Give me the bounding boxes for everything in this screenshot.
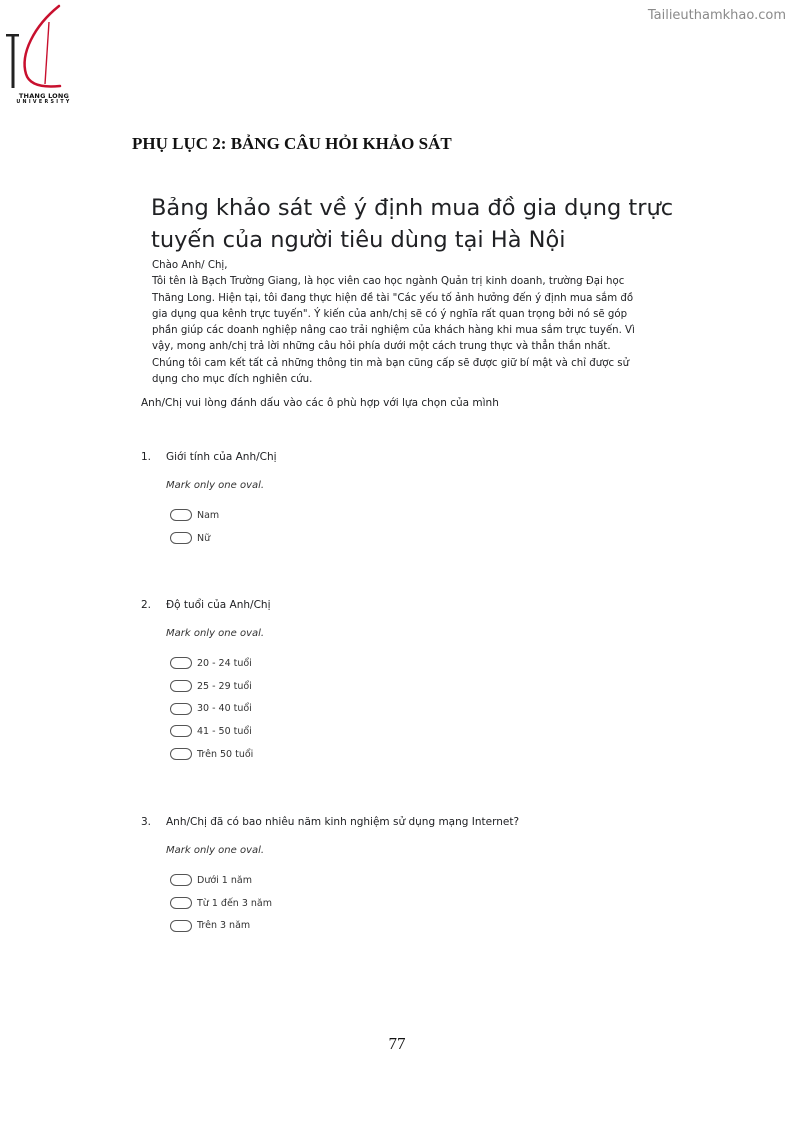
radio-option[interactable]: [170, 675, 270, 698]
radio-option[interactable]: [170, 743, 270, 766]
question-hint: Mark only one oval.: [166, 628, 265, 639]
greeting: Chào Anh/ Chị,: [152, 260, 228, 271]
radio-oval-icon[interactable]: [170, 680, 192, 692]
form-instruction: Anh/Chị vui lòng đánh dấu vào các ô phù hợp với lựa chọn của mình: [141, 397, 499, 409]
radio-option[interactable]: [170, 504, 277, 527]
option-list: [170, 652, 270, 765]
option-label: Trên 3 năm: [197, 920, 251, 932]
option-label: Dưới 1 năm: [197, 874, 252, 886]
radio-option[interactable]: [170, 652, 270, 675]
question-gender: [141, 449, 277, 549]
option-label: Từ 1 đến 3 năm: [197, 897, 272, 909]
question-heading: [141, 597, 270, 613]
form-description: [152, 258, 644, 388]
option-label: 30 - 40 tuổi: [197, 703, 252, 715]
page-number: 77: [388, 1034, 406, 1053]
question-heading: [141, 449, 277, 465]
option-label: Nam: [197, 509, 220, 521]
radio-oval-icon[interactable]: [170, 532, 192, 544]
form-title: [151, 192, 711, 256]
radio-option[interactable]: [170, 892, 519, 915]
logo-name: THANG LONG: [18, 92, 70, 100]
watermark: Tailieuthamkhao.com: [647, 8, 786, 23]
radio-oval-icon[interactable]: [170, 725, 192, 737]
radio-option[interactable]: [170, 869, 519, 892]
question-hint: Mark only one oval.: [166, 480, 265, 491]
radio-oval-icon[interactable]: [170, 509, 192, 521]
radio-option[interactable]: [170, 914, 519, 937]
option-list: [170, 869, 519, 937]
radio-oval-icon[interactable]: [170, 920, 192, 932]
option-label: 25 - 29 tuổi: [197, 680, 252, 692]
radio-option[interactable]: [170, 527, 277, 550]
question-hint: Mark only one oval.: [166, 845, 265, 856]
question-text: Độ tuổi của Anh/Chị: [166, 599, 271, 611]
appendix-title: PHỤ LỤC 2: BẢNG CÂU HỎI KHẢO SÁT: [132, 134, 452, 153]
question-heading: [141, 814, 519, 830]
form-title-line: Bảng khảo sát về ý định mua đồ gia dụng trực: [151, 195, 674, 221]
question-number: 1.: [141, 451, 152, 463]
radio-oval-icon[interactable]: [170, 657, 192, 669]
description-text: Tôi tên là Bạch Trường Giang, là học viên cao học ngành Quản trị kinh doanh, trường Đại học Thăng Long. Hiện tại, tôi đang thực hiện đề tài "Các yếu tố ảnh hưởng đến ý định mua sắm đồ gia dụng qua kênh trực tuyến". Ý kiến của anh/chị sẽ có ý nghĩa rất quan trọng bởi nó sẽ góp phần giúp các doanh nghiệp nâng cao trải nghiệm của khách hàng khi mua sắm trực tuyến. Vì vậy, mong anh/chị trả lời những câu hỏi phía dưới một cách trung thực và thẳn thắn nhất. Chúng tôi cam kết tất cả những thông tin mà bạn cũng cấp sẽ được giữ bí mật và chỉ được sử dụng cho mục đích nghiên cứu.: [152, 276, 635, 386]
question-internet-experience: [141, 814, 519, 937]
form-title-line: tuyến của người tiêu dùng tại Hà Nội: [151, 227, 566, 253]
option-label: Trên 50 tuổi: [197, 748, 254, 760]
question-number: 2.: [141, 599, 152, 611]
option-label: 41 - 50 tuổi: [197, 725, 252, 737]
radio-option[interactable]: [170, 697, 270, 720]
option-list: [170, 504, 277, 549]
radio-option[interactable]: [170, 720, 270, 743]
logo-subtitle: UNIVERSITY: [16, 100, 72, 105]
question-number: 3.: [141, 816, 152, 828]
radio-oval-icon[interactable]: [170, 874, 192, 886]
radio-oval-icon[interactable]: [170, 897, 192, 909]
option-label: 20 - 24 tuổi: [197, 657, 252, 669]
question-text: Giới tính của Anh/Chị: [166, 451, 277, 463]
question-age: [141, 597, 270, 765]
radio-oval-icon[interactable]: [170, 748, 192, 760]
university-logo: [4, 4, 80, 104]
thang-long-logo-icon: [4, 4, 80, 94]
question-text: Anh/Chị đã có bao nhiêu năm kinh nghiệm sử dụng mạng Internet?: [166, 816, 520, 828]
radio-oval-icon[interactable]: [170, 703, 192, 715]
option-label: Nữ: [197, 532, 211, 544]
